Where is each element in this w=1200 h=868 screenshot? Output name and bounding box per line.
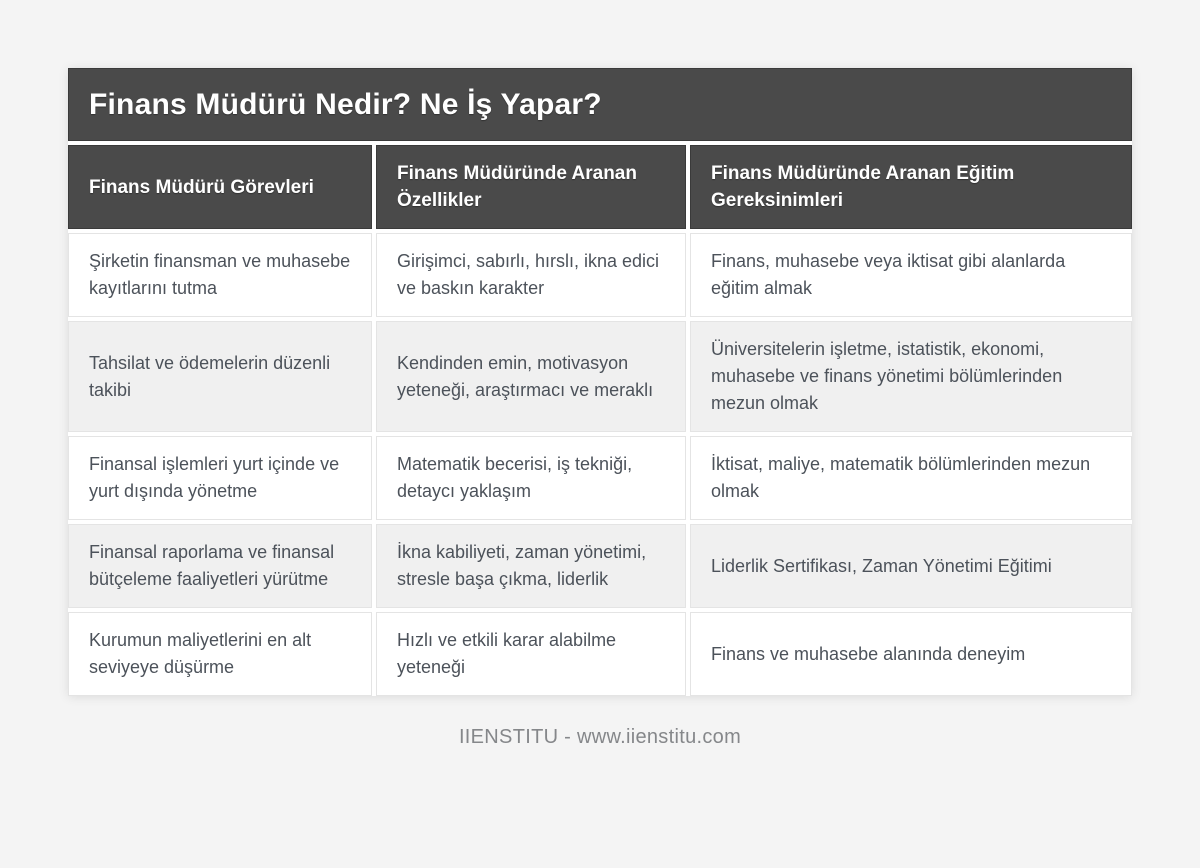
footer: [0, 726, 1200, 749]
table-cell: Girişimci, sabırlı, hırslı, ikna edici ve baskın karakter: [376, 233, 686, 317]
table-cell: Kurumun maliyetlerini en alt seviyeye düşürme: [68, 612, 372, 696]
table-cell: Finans, muhasebe veya iktisat gibi alanlarda eğitim almak: [690, 233, 1132, 317]
column-header-gorevleri: Finans Müdürü Görevleri: [68, 145, 372, 229]
table-cell: Hızlı ve etkili karar alabilme yeteneği: [376, 612, 686, 696]
table-cell: Finansal raporlama ve finansal bütçeleme faaliyetleri yürütme: [68, 524, 372, 608]
page-title: Finans Müdürü Nedir? Ne İş Yapar?: [89, 87, 602, 121]
column-header-ozellikler: Finans Müdüründe Aranan Özellikler: [376, 145, 686, 229]
table-cell: Şirketin finansman ve muhasebe kayıtlarını tutma: [68, 233, 372, 317]
table-cell: Tahsilat ve ödemelerin düzenli takibi: [68, 321, 372, 432]
table-cell: Üniversitelerin işletme, istatistik, ekonomi, muhasebe ve finans yönetimi bölümlerinden mezun olmak: [690, 321, 1132, 432]
table-cell: İkna kabiliyeti, zaman yönetimi, stresle başa çıkma, liderlik: [376, 524, 686, 608]
column-header-egitim-gereksinimleri: Finans Müdüründe Aranan Eğitim Gereksinimleri: [690, 145, 1132, 229]
info-table: [68, 145, 1132, 696]
table-cell: Finans ve muhasebe alanında deneyim: [690, 612, 1132, 696]
info-card: [68, 68, 1132, 696]
title-bar: [68, 68, 1132, 141]
footer-credit: IIENSTITU - www.iienstitu.com: [458, 726, 742, 748]
table-cell: Liderlik Sertifikası, Zaman Yönetimi Eğitimi: [690, 524, 1132, 608]
table-cell: İktisat, maliye, matematik bölümlerinden mezun olmak: [690, 436, 1132, 520]
table-cell: Finansal işlemleri yurt içinde ve yurt dışında yönetme: [68, 436, 372, 520]
table-cell: Matematik becerisi, iş tekniği, detaycı yaklaşım: [376, 436, 686, 520]
table-cell: Kendinden emin, motivasyon yeteneği, araştırmacı ve meraklı: [376, 321, 686, 432]
